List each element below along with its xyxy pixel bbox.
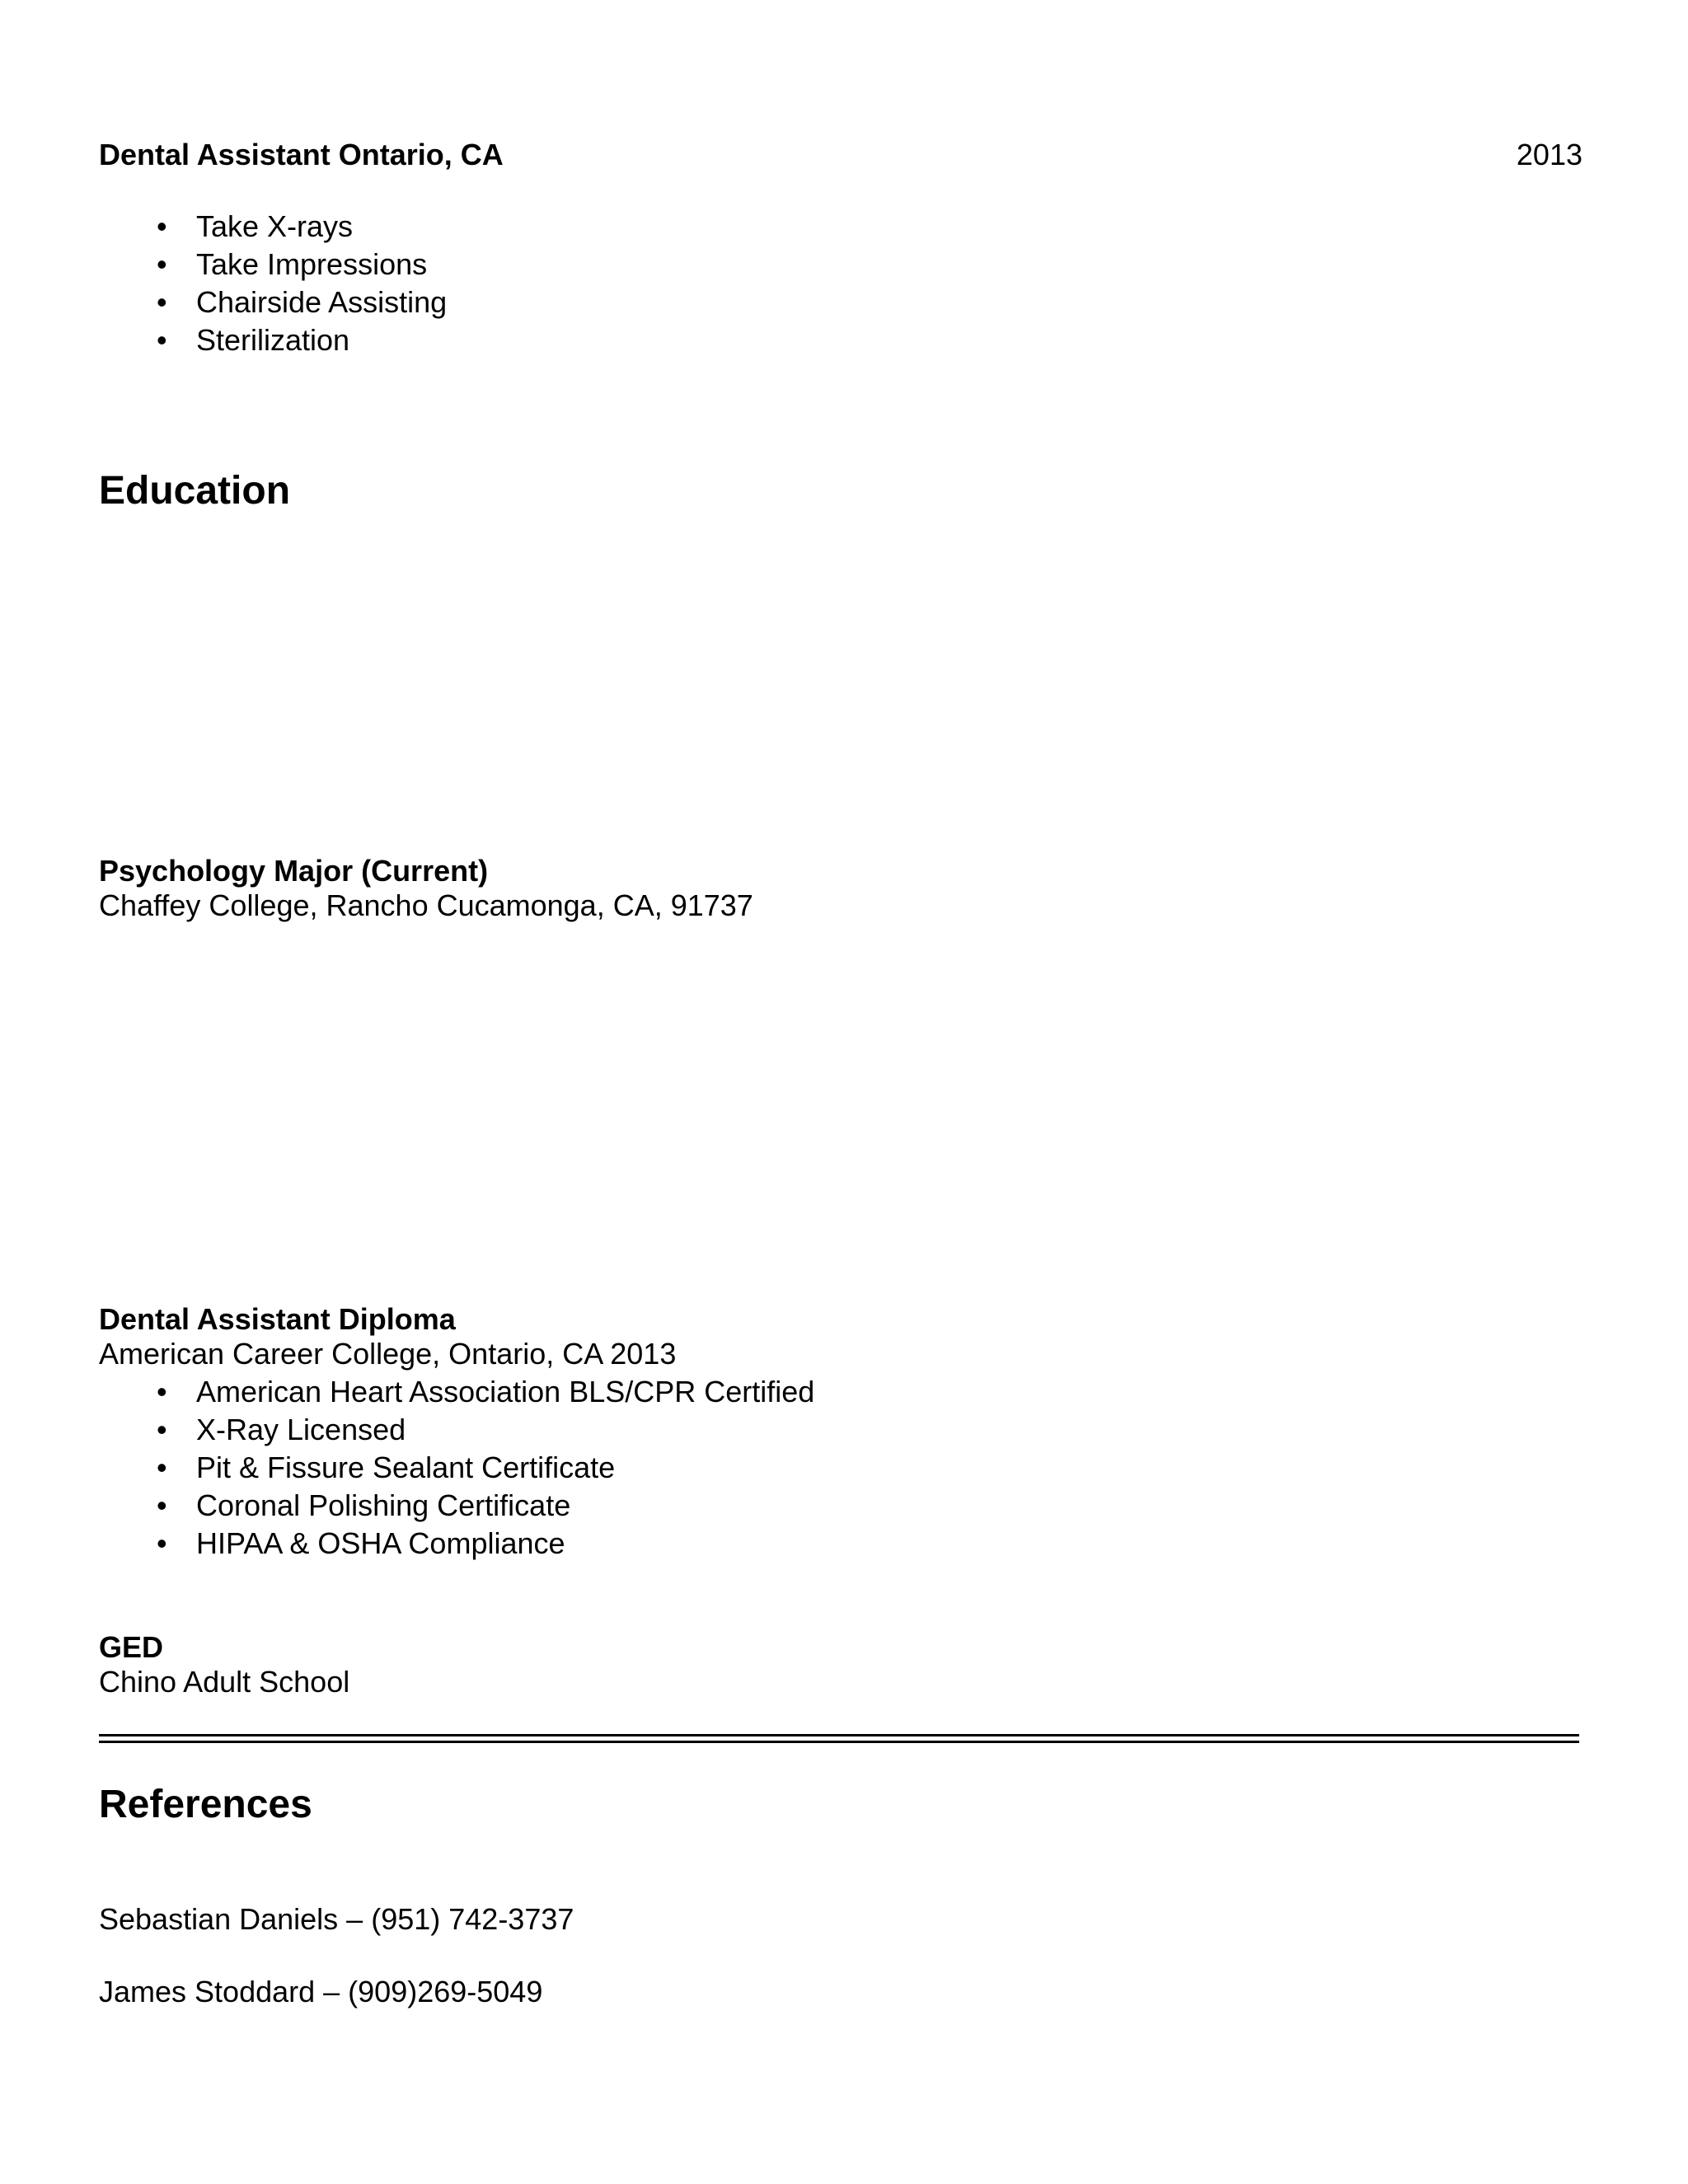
references-heading: References xyxy=(99,1783,312,1826)
list-item xyxy=(99,1525,814,1563)
list-item xyxy=(99,246,447,284)
bullet-icon: • xyxy=(157,1526,167,1560)
duty-text: Take X-rays xyxy=(196,209,354,243)
section-divider xyxy=(99,1734,1579,1736)
duty-text: Take Impressions xyxy=(196,247,428,281)
bullet-icon: • xyxy=(157,247,167,281)
certifications-list xyxy=(99,1373,814,1563)
duty-text: Chairside Assisting xyxy=(196,285,448,319)
reference-entry: Sebastian Daniels – (951) 742-3737 xyxy=(99,1902,574,1936)
reference-entry: James Stoddard – (909)269-5049 xyxy=(99,1975,543,2008)
job-title: Dental Assistant Ontario, CA xyxy=(99,138,504,171)
education-entry-detail: Chino Adult School xyxy=(99,1665,350,1699)
bullet-icon: • xyxy=(157,1413,167,1446)
job-duties-list xyxy=(99,208,447,359)
certification-text: X-Ray Licensed xyxy=(196,1413,406,1446)
list-item xyxy=(99,208,447,246)
certification-text: Coronal Polishing Certificate xyxy=(196,1488,571,1522)
bullet-icon: • xyxy=(157,285,167,319)
bullet-icon: • xyxy=(157,209,167,243)
list-item xyxy=(99,1449,814,1487)
job-year: 2013 xyxy=(1516,138,1582,171)
list-item xyxy=(99,321,447,359)
list-item xyxy=(99,1487,814,1525)
bullet-icon: • xyxy=(157,1488,167,1522)
bullet-icon: • xyxy=(157,1375,167,1408)
education-entry-title: Dental Assistant Diploma xyxy=(99,1302,456,1336)
education-heading: Education xyxy=(99,469,291,513)
education-entry-title: GED xyxy=(99,1630,164,1664)
list-item xyxy=(99,1411,814,1449)
education-entry-title: Psychology Major (Current) xyxy=(99,854,489,888)
certification-text: Pit & Fissure Sealant Certificate xyxy=(196,1451,616,1484)
bullet-icon: • xyxy=(157,323,167,357)
duty-text: Sterilization xyxy=(196,323,350,357)
certification-text: American Heart Association BLS/CPR Certified xyxy=(196,1375,815,1408)
education-entry-detail: American Career College, Ontario, CA 2013 xyxy=(99,1337,677,1371)
list-item xyxy=(99,284,447,321)
bullet-icon: • xyxy=(157,1451,167,1484)
list-item xyxy=(99,1373,814,1411)
certification-text: HIPAA & OSHA Compliance xyxy=(196,1526,565,1560)
education-entry-detail: Chaffey College, Rancho Cucamonga, CA, 91737 xyxy=(99,888,753,922)
section-divider xyxy=(99,1741,1579,1743)
